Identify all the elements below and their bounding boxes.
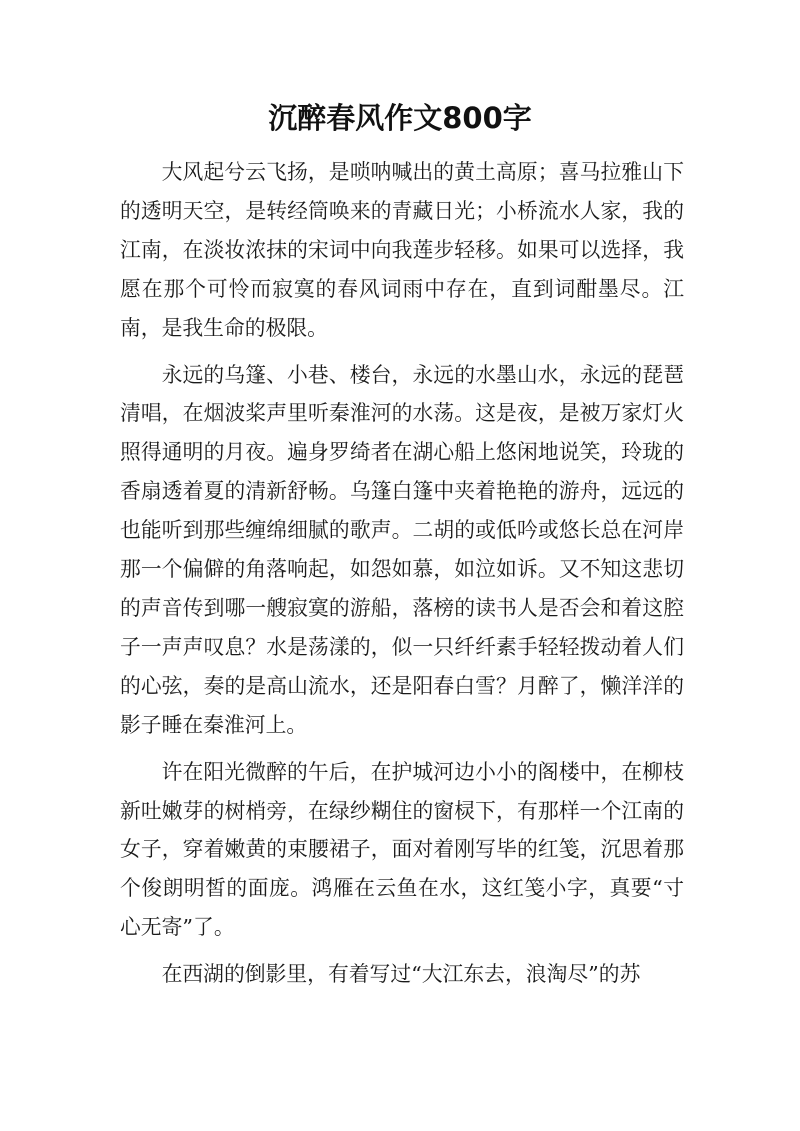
document-body [120, 153, 684, 1002]
document-title: 沉醉春风作文800字 [268, 101, 532, 135]
paragraph-1: 大风起兮云飞扬，是唢呐喊出的黄土高原；喜马拉雅山下的透明天空，是转经筒唤来的青藏日光；小桥流水人家，我的江南，在淡妆浓抹的宋词中向我莲步轻移。如果可以选择，我愿在那个可怜而寂寞的春风词雨中存在，直到词酣墨尽。江南，是我生命的极限。 [120, 160, 684, 340]
paragraph-2: 永远的乌篷、小巷、楼台，永远的水墨山水，永远的琵琶清唱，在烟波桨声里听秦淮河的水荡。这是夜，是被万家灯火照得通明的月夜。遍身罗绮者在湖心船上悠闲地说笑，玲珑的香扇透着夏的清新舒畅。乌篷白篷中夹着艳艳的游舟，远远的也能听到那些缠绵细腻的歌声。二胡的或低吟或悠长总在河岸那一个偏僻的角落响起，如怨如慕，如泣如诉。又不知这悲切的声音传到哪一艘寂寞的游船，落榜的读书人是否会和着这腔子一声声叹息？水是荡漾的，似一只纤纤素手轻轻拨动着人们的心弦，奏的是高山流水，还是阳春白雪？月醉了，懒洋洋的影子睡在秦淮河上。 [120, 362, 684, 737]
paragraph-4: 在西湖的倒影里，有着写过“大江东去，浪淘尽”的苏 [161, 962, 641, 987]
paragraph-3: 许在阳光微醉的午后，在护城河边小小的阁楼中，在柳枝新吐嫩芽的树梢旁，在绿纱糊住的窗棂下，有那样一个江南的女子，穿着嫩黄的束腰裙子，面对着刚写毕的红笺，沉思着那个俊朗明皙的面庞。鸿雁在云鱼在水，这红笺小字，真要“寸心无寄”了。 [120, 759, 684, 940]
